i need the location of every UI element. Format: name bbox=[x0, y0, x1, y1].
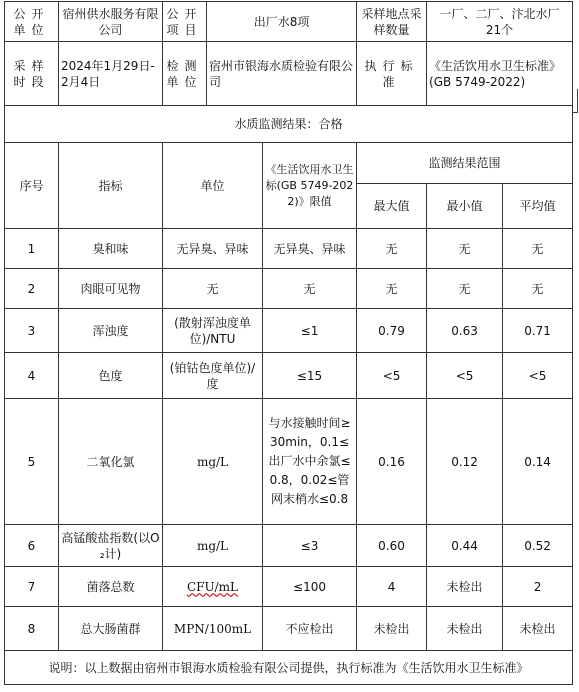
row-avg: 无 bbox=[503, 269, 573, 309]
row-avg: 0.14 bbox=[503, 399, 573, 525]
item-value: 出厂水8项 bbox=[207, 2, 357, 42]
row-index: 4 bbox=[5, 353, 59, 399]
row-limit: 不应检出 bbox=[263, 607, 357, 651]
row-max: <5 bbox=[357, 353, 427, 399]
corner-mark-horizontal bbox=[572, 112, 578, 113]
col-indicator: 指标 bbox=[59, 143, 163, 229]
row-avg: 无 bbox=[503, 229, 573, 269]
table-row bbox=[5, 399, 573, 525]
std-label: 执行标准 bbox=[357, 42, 427, 106]
row-min: 0.12 bbox=[427, 399, 503, 525]
site-value-line-2: 21个 bbox=[485, 22, 514, 37]
row-limit: 无 bbox=[263, 269, 357, 309]
result-title: 水质监测结果：合格 bbox=[5, 106, 573, 143]
col-unit: 单位 bbox=[163, 143, 263, 229]
std-value: 《生活饮用水卫生标准》(GB 5749-2022) bbox=[427, 42, 573, 106]
table-row bbox=[5, 269, 573, 309]
row-index: 3 bbox=[5, 309, 59, 353]
row-min: 无 bbox=[427, 229, 503, 269]
row-unit bbox=[163, 567, 263, 607]
row-max: 无 bbox=[357, 269, 427, 309]
table-row bbox=[5, 567, 573, 607]
table-row bbox=[5, 607, 573, 651]
footer-note: 说明：以上数据由宿州市银海水质检验有限公司提供，执行标准为《生活饮用水卫生标准》 bbox=[5, 651, 573, 685]
row-index: 1 bbox=[5, 229, 59, 269]
row-index: 5 bbox=[5, 399, 59, 525]
row-min: 0.44 bbox=[427, 525, 503, 567]
row-indicator: 总大肠菌群 bbox=[59, 607, 163, 651]
row-index: 8 bbox=[5, 607, 59, 651]
site-label: 采样地点采样数量 bbox=[357, 2, 427, 42]
table-row bbox=[5, 525, 573, 567]
column-header-row-1 bbox=[5, 143, 573, 184]
row-avg: <5 bbox=[503, 353, 573, 399]
row-unit: 无 bbox=[163, 269, 263, 309]
row-indicator: 菌落总数 bbox=[59, 567, 163, 607]
row-limit: ≤1 bbox=[263, 309, 357, 353]
row-max: 4 bbox=[357, 567, 427, 607]
time-value: 2024年1月29日-2月4日 bbox=[59, 42, 163, 106]
row-avg: 未检出 bbox=[503, 607, 573, 651]
row-indicator: 肉眼可见物 bbox=[59, 269, 163, 309]
row-unit: (铂钴色度单位)/度 bbox=[163, 353, 263, 399]
col-range: 监测结果范围 bbox=[357, 143, 573, 184]
col-avg: 平均值 bbox=[503, 184, 573, 229]
table-row bbox=[5, 309, 573, 353]
water-quality-table bbox=[4, 1, 573, 685]
row-max: 0.16 bbox=[357, 399, 427, 525]
lab-label: 检测单位 bbox=[163, 42, 207, 106]
row-unit: mg/L bbox=[163, 525, 263, 567]
col-limit: 《生活饮用水卫生标(GB 5749-2022)》限值 bbox=[263, 143, 357, 229]
row-avg: 0.52 bbox=[503, 525, 573, 567]
unit-label: 公开单位 bbox=[5, 2, 59, 42]
row-min: 未检出 bbox=[427, 567, 503, 607]
row-limit: ≤3 bbox=[263, 525, 357, 567]
lab-value: 宿州市银海水质检验有限公司 bbox=[207, 42, 357, 106]
row-indicator: 二氧化氯 bbox=[59, 399, 163, 525]
item-label: 公开项目 bbox=[163, 2, 207, 42]
row-avg: 2 bbox=[503, 567, 573, 607]
col-max: 最大值 bbox=[357, 184, 427, 229]
row-max: 无 bbox=[357, 229, 427, 269]
row-index: 6 bbox=[5, 525, 59, 567]
row-unit-text: CFU/mL bbox=[186, 579, 238, 594]
table-row bbox=[5, 229, 573, 269]
row-max: 未检出 bbox=[357, 607, 427, 651]
row-min: 无 bbox=[427, 269, 503, 309]
row-min: 0.63 bbox=[427, 309, 503, 353]
row-limit: ≤100 bbox=[263, 567, 357, 607]
row-min: <5 bbox=[427, 353, 503, 399]
row-max: 0.60 bbox=[357, 525, 427, 567]
row-limit: 与水接触时间≥30min，0.1≤出厂水中余氯≤0.8，0.02≤管网末梢水≤0.8 bbox=[263, 399, 357, 525]
row-index: 7 bbox=[5, 567, 59, 607]
unit-value: 宿州供水服务有限公司 bbox=[59, 2, 163, 42]
row-index: 2 bbox=[5, 269, 59, 309]
row-limit: 无异臭、异味 bbox=[263, 229, 357, 269]
col-index: 序号 bbox=[5, 143, 59, 229]
header-row-1 bbox=[5, 2, 573, 42]
result-title-row bbox=[5, 106, 573, 143]
site-value bbox=[427, 2, 573, 42]
row-unit: MPN/100mL bbox=[163, 607, 263, 651]
corner-mark bbox=[577, 89, 578, 113]
row-min: 未检出 bbox=[427, 607, 503, 651]
row-indicator: 浑浊度 bbox=[59, 309, 163, 353]
col-min: 最小值 bbox=[427, 184, 503, 229]
row-max: 0.79 bbox=[357, 309, 427, 353]
site-value-line-1: 一厂、二厂、汴北水厂 bbox=[439, 6, 560, 21]
row-unit: 无异臭、异味 bbox=[163, 229, 263, 269]
header-row-2 bbox=[5, 42, 573, 106]
table-row bbox=[5, 353, 573, 399]
row-indicator: 臭和味 bbox=[59, 229, 163, 269]
row-limit: ≤15 bbox=[263, 353, 357, 399]
row-indicator: 色度 bbox=[59, 353, 163, 399]
row-avg: 0.71 bbox=[503, 309, 573, 353]
footer-row bbox=[5, 651, 573, 685]
row-unit: mg/L bbox=[163, 399, 263, 525]
water-quality-report bbox=[4, 1, 573, 685]
row-unit: (散射浑浊度单位)/NTU bbox=[163, 309, 263, 353]
time-label: 采样时段 bbox=[5, 42, 59, 106]
row-indicator: 高锰酸盐指数(以O₂计) bbox=[59, 525, 163, 567]
